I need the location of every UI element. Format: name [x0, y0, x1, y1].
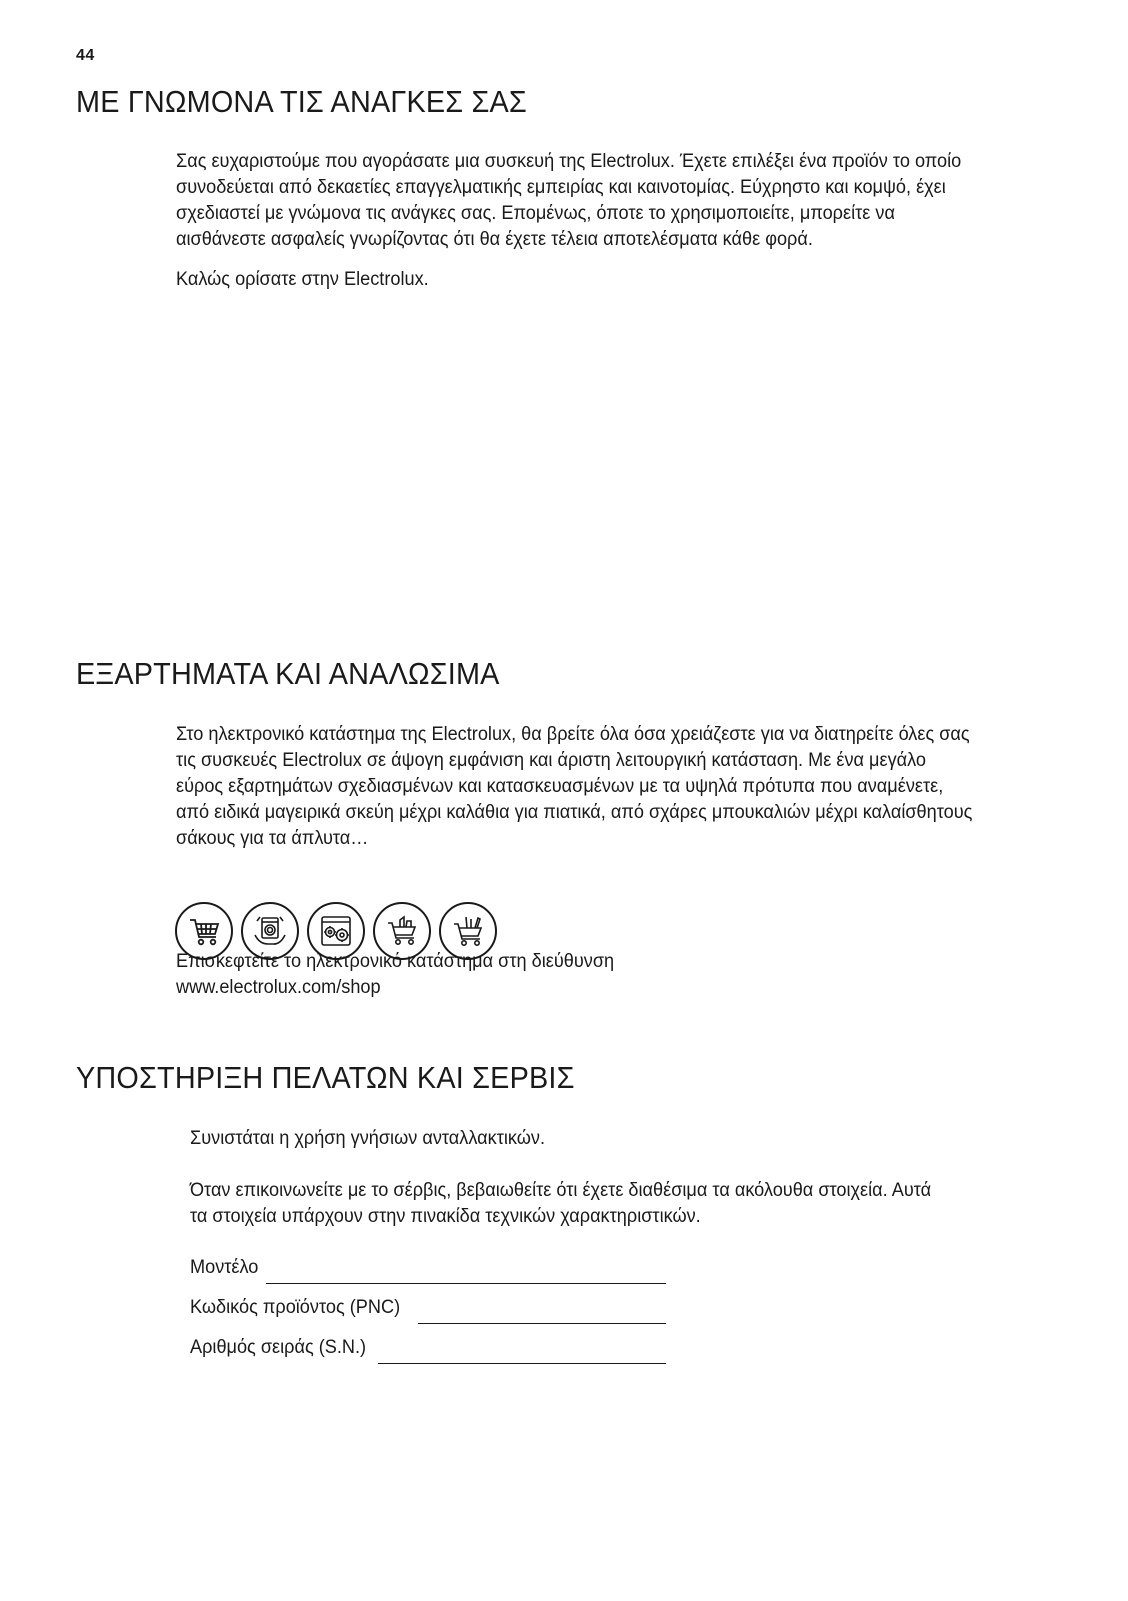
contact-paragraph: [190, 1177, 981, 1229]
accessories-line: τις συσκευές Electrolux σε άψογη εμφάνιση και άριστη λειτουργική κατάσταση. Με ένα μεγάλο: [176, 749, 927, 771]
intro-line: συνοδεύεται από δεκαετίες επαγγελματικής εμπειρίας και καινοτομίας. Εύχρηστο και κομψό, έχει: [176, 176, 946, 198]
shop-url[interactable]: www.electrolux.com/shop: [176, 976, 381, 998]
intro-line: αισθάνεστε ασφαλείς γνωρίζοντας ότι θα έχετε τέλεια αποτελέσματα κάθε φορά.: [176, 228, 813, 250]
accessories-line: από ειδικά μαγειρικά σκεύη μέχρι καλάθια για πιατικά, από σχάρες μπουκαλιών μέχρι καλαίσθητους: [176, 801, 973, 823]
pnc-line[interactable]: [418, 1323, 666, 1324]
intro-line: σχεδιαστεί με γνώμονα τις ανάγκες σας. Επομένως, όποτε το χρησιμοποιείτε, μπορείτε να: [176, 202, 895, 224]
accessories-paragraph: [176, 721, 1041, 851]
serial-label: Αριθμός σειράς (S.N.): [190, 1336, 367, 1358]
shop-visit-line: Επισκεφτείτε το ηλεκτρονικό κατάστημα στη διεύθυνση: [176, 950, 615, 972]
page-number: 44: [76, 47, 95, 64]
serial-field: [190, 1336, 379, 1359]
intro-paragraph: [176, 148, 1041, 252]
pnc-label: Κωδικός προϊόντος (PNC): [190, 1296, 401, 1318]
section-title-support: ΥΠΟΣΤΗΡΙΞΗ ΠΕΛΑΤΩΝ ΚΑΙ ΣΕΡΒΙΣ: [76, 1060, 575, 1095]
contact-line: Όταν επικοινωνείτε με το σέρβις, βεβαιωθείτε ότι έχετε διαθέσιμα τα ακόλουθα στοιχεία. Αυτά: [190, 1179, 932, 1201]
serial-line[interactable]: [378, 1363, 666, 1364]
contact-line: τα στοιχεία υπάρχουν στην πινακίδα τεχνικών χαρακτηριστικών.: [190, 1205, 701, 1227]
genuine-parts-text: Συνιστάται η χρήση γνήσιων ανταλλακτικών.: [190, 1127, 545, 1149]
pnc-field: [190, 1296, 416, 1319]
section-title-needs: ΜΕ ΓΝΩΜΟΝΑ ΤΙΣ ΑΝΑΓΚΕΣ ΣΑΣ: [76, 84, 527, 119]
shop-visit-text: [176, 948, 1041, 1000]
intro-line: Σας ευχαριστούμε που αγοράσατε μια συσκευή της Electrolux. Έχετε επιλέξει ένα προϊόν το οποίο: [176, 150, 962, 172]
model-line[interactable]: [266, 1283, 666, 1284]
welcome-text: Καλώς ορίσατε στην Electrolux.: [176, 268, 429, 290]
accessories-line: εύρος εξαρτημάτων σχεδιασμένων και κατασκευασμένων με τα υψηλά πρότυπα που αναμένετε,: [176, 775, 944, 797]
section-title-accessories: ΕΞΑΡΤΗΜΑΤΑ ΚΑΙ ΑΝΑΛΩΣΙΜΑ: [76, 656, 500, 691]
model-field: [190, 1256, 264, 1279]
accessories-line: σάκους για τα άπλυτα…: [176, 827, 369, 849]
accessories-line: Στο ηλεκτρονικό κατάστημα της Electrolux, θα βρείτε όλα όσα χρειάζεστε για να διατηρείτε όλες σας: [176, 723, 970, 745]
model-label: Μοντέλο: [190, 1256, 259, 1278]
